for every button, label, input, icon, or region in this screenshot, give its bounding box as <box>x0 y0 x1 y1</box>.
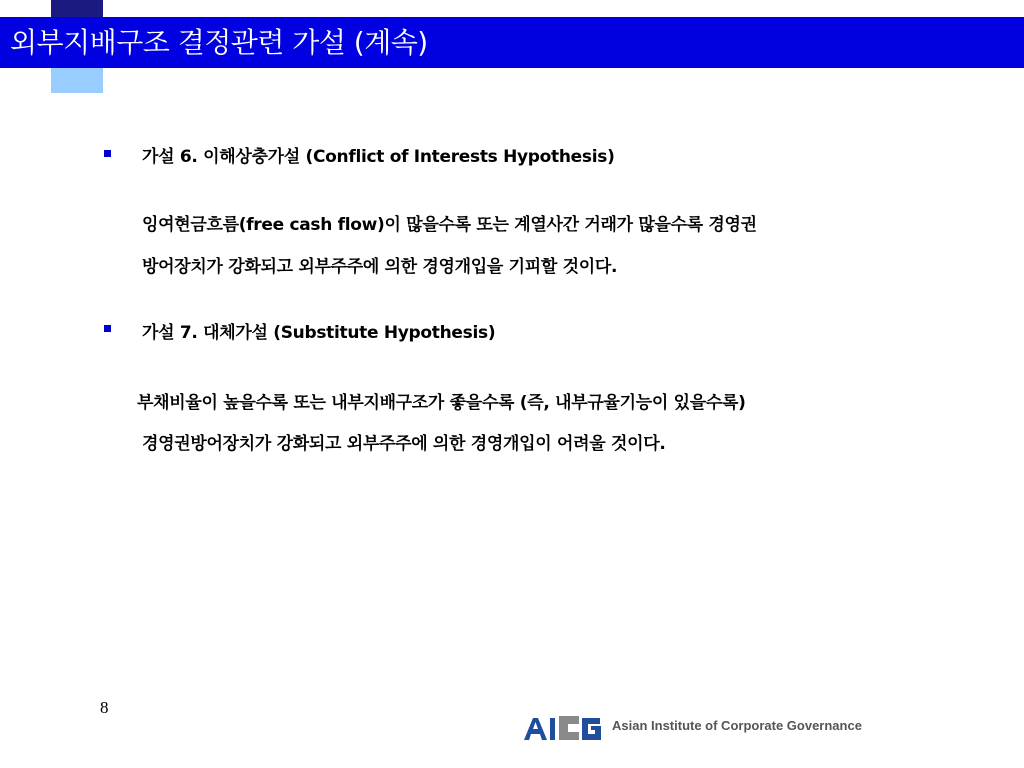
aicg-logo-mark-icon <box>522 712 604 744</box>
hypothesis-7-body-line-1: 부채비율이 높을수록 또는 내부지배구조가 좋을수록 (즉, 내부규율기능이 있을수록) <box>137 393 746 413</box>
bullet-icon <box>104 325 111 332</box>
title-bar <box>0 17 1024 68</box>
hypothesis-7-body-line-2: 경영권방어장치가 강화되고 외부주주에 의한 경영개입이 어려울 것이다. <box>142 434 666 454</box>
hypothesis-6-heading: 가설 6. 이해상충가설 (Conflict of Interests Hypothesis) <box>142 147 615 167</box>
slide-title: 외부지배구조 결정관련 가설 (계속) <box>10 26 428 59</box>
page-number: 8 <box>100 698 109 717</box>
logo-institute-name: Asian Institute of Corporate Governance <box>612 718 862 733</box>
header-decoration-top <box>51 0 103 17</box>
hypothesis-6-body-line-1: 잉여현금흐름(free cash flow)이 많을수록 또는 계열사간 거래가 많을수록 경영권 <box>142 215 757 235</box>
hypothesis-6-body-line-2: 방어장치가 강화되고 외부주주에 의한 경영개입을 기피할 것이다. <box>142 257 618 277</box>
bullet-icon <box>104 150 111 157</box>
hypothesis-7-heading: 가설 7. 대체가설 (Substitute Hypothesis) <box>142 323 496 343</box>
header-decoration-bottom <box>51 68 103 93</box>
